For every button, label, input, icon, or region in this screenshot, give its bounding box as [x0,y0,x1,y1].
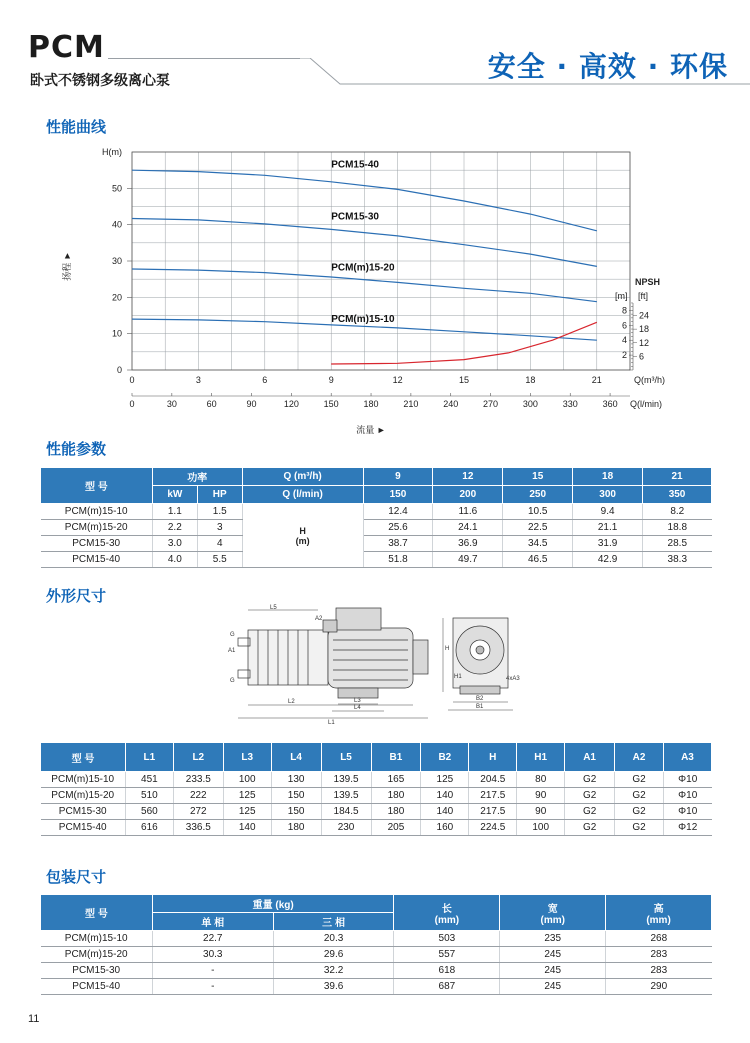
header-cell: B1 [371,743,421,772]
header-cell: L2 [173,743,223,772]
cell: 557 [394,947,500,963]
series-label: PCM15-40 [331,159,380,171]
cell: 11.6 [433,504,503,520]
cell: - [152,963,273,979]
x2-tick-label: 360 [602,399,618,409]
npsh-m-label: 8 [621,305,627,316]
cell: PCM15-40 [41,979,153,995]
dim-label: A2 [315,616,323,622]
x2-tick-label: 330 [562,399,578,409]
cell: G2 [565,772,615,788]
cell: 165 [371,772,421,788]
table-row [41,504,712,520]
cell: 34.5 [503,536,573,552]
cell: 268 [606,931,712,947]
header-three-phase: 三 相 [273,913,394,931]
npsh-m-label: 4 [621,335,627,346]
header-length-label: 长 [441,903,452,915]
cell: 18.8 [643,520,712,536]
x2-tick-label: 90 [246,399,257,409]
table-row [41,947,712,963]
header-single-phase: 单 相 [152,913,273,931]
packing-table [40,894,712,995]
cell: 217.5 [469,804,517,820]
x-tick-label: 6 [262,375,268,385]
x-tick-label: 0 [129,375,135,385]
x-tick-label: 9 [328,375,334,385]
pack-body [41,931,712,995]
performance-chart [0,135,750,435]
performance-table [40,467,712,568]
cell: - [152,979,273,995]
header-power: 功率 [152,468,242,486]
cell: 5.5 [197,552,242,568]
x-axis-label: 流量 ► [356,425,386,435]
cell: PCM15-30 [41,536,153,552]
cell: Φ10 [663,788,711,804]
section-title-curve: 性能曲线 [46,118,107,136]
cell: 510 [125,788,173,804]
header-height-label: 高 [653,903,664,915]
cell: 140 [421,788,469,804]
header-cell: A1 [565,743,615,772]
header-model: 型 号 [41,743,126,772]
npsh-ft-label: 18 [639,324,650,335]
npsh-m-label: 6 [621,320,627,331]
cell: 140 [421,804,469,820]
x2-tick-label: 240 [443,399,459,409]
table-row [41,979,712,995]
pump-dimension-drawing [228,600,528,725]
cell: 31.9 [573,536,643,552]
header-flow: 12 [433,468,503,486]
cell: G2 [565,788,615,804]
cell: 80 [517,772,565,788]
header-unit: (mm) [434,914,460,926]
header-width [500,895,606,931]
y-tick-label: 40 [111,219,122,230]
product-subtitle: 卧式不锈钢多级离心泵 [30,73,170,89]
x2-tick-label: 270 [483,399,499,409]
y-axis-title: H(m) [102,147,122,157]
x-tick-label: 21 [591,375,602,385]
cell: 32.2 [273,963,394,979]
cell: G2 [615,788,664,804]
header-flow: 21 [643,468,712,486]
header-flow: 18 [573,468,643,486]
cell: 22.5 [503,520,573,536]
cell: G2 [615,804,664,820]
npsh-unit-ft: [ft] [638,290,649,301]
cell: 38.7 [363,536,433,552]
y-axis-label: 扬程 ► [62,251,72,281]
dim-label: L5 [270,605,277,611]
x2-tick-label: 30 [166,399,177,409]
cell: 125 [223,788,271,804]
x2-tick-label: 210 [403,399,419,409]
cell: 204.5 [469,772,517,788]
cell: 616 [125,820,173,836]
table-row [41,820,712,836]
header-rule [108,58,300,59]
header-cell: H [469,743,517,772]
y-tick-label: 20 [111,292,122,303]
cell: 1.1 [152,504,197,520]
cell: 272 [173,804,223,820]
cell: G2 [615,772,664,788]
cell: 3.0 [152,536,197,552]
pump-front-view [453,618,508,694]
header-q-m3h: Q (m³/h) [242,468,363,486]
head-label: H [299,525,306,536]
header-cell: H1 [517,743,565,772]
cell: 222 [173,788,223,804]
header-cell: L3 [223,743,271,772]
cell: 36.9 [433,536,503,552]
cell: 245 [500,963,606,979]
x2-tick-label: 300 [522,399,538,409]
cell: 38.3 [643,552,712,568]
npsh-title: NPSH [635,276,661,287]
npsh-ft-label: 12 [639,337,650,348]
cell: 336.5 [173,820,223,836]
cell: 140 [223,820,271,836]
table-row [41,931,712,947]
x2-tick-label: 0 [129,399,135,409]
cell: 20.3 [273,931,394,947]
header-model: 型 号 [41,468,153,504]
cell: 46.5 [503,552,573,568]
cell: 503 [394,931,500,947]
dim-label: G [230,632,235,638]
cell: 217.5 [469,788,517,804]
cell: 245 [500,979,606,995]
cell: PCM(m)15-10 [41,772,126,788]
cell: 125 [223,804,271,820]
dim-label: B1 [476,704,484,710]
cell: 130 [271,772,321,788]
cell: 560 [125,804,173,820]
cell: G2 [565,804,615,820]
table-row [41,552,712,568]
cell: 24.1 [433,520,503,536]
cell: 235 [500,931,606,947]
npsh-m-label: 2 [621,350,627,361]
header-unit: (mm) [646,914,671,926]
dim-label: L2 [288,699,295,705]
header-flow: 150 [363,486,433,504]
dim-label: H1 [454,674,462,680]
table-row [41,963,712,979]
dim-label: A1 [228,648,236,654]
dim-label: L3 [354,698,361,704]
dim-label: L1 [328,720,335,725]
dim-label: H [445,646,450,652]
cell: 233.5 [173,772,223,788]
table-row [41,772,712,788]
cell: 2.2 [152,520,197,536]
cell: G2 [565,820,615,836]
header-cell: L5 [321,743,371,772]
cell: 180 [371,788,421,804]
y-tick-label: 10 [111,328,122,339]
cell: 180 [371,804,421,820]
cell: PCM15-30 [41,804,126,820]
x-unit-secondary: Q(l/min) [630,399,662,409]
cell: 51.8 [363,552,433,568]
cell: 139.5 [321,772,371,788]
series-label: PCM(m)15-20 [331,262,395,274]
x-tick-label: 12 [392,375,403,385]
cell: 139.5 [321,788,371,804]
header-hp: HP [197,486,242,504]
cell: PCM(m)15-20 [41,520,153,536]
header-weight: 重量 (kg) [152,895,394,913]
x-unit-primary: Q(m³/h) [634,375,665,385]
header-cell: A3 [663,743,711,772]
x2-tick-label: 180 [363,399,379,409]
cell: 1.5 [197,504,242,520]
y-tick-label: 50 [111,183,122,194]
cell: 12.4 [363,504,433,520]
header-cell: L4 [271,743,321,772]
cell: 30.3 [152,947,273,963]
header-flow: 200 [433,486,503,504]
dimensions-table [40,742,712,836]
cell: PCM(m)15-20 [41,788,126,804]
cell: Φ10 [663,804,711,820]
cell: 9.4 [573,504,643,520]
cell: 687 [394,979,500,995]
cell: 618 [394,963,500,979]
x-tick-label: 3 [195,375,201,385]
header-flow: 15 [503,468,573,486]
cell: PCM(m)15-20 [41,947,153,963]
header-unit: (mm) [540,914,565,926]
table-row [41,788,712,804]
cell: 21.1 [573,520,643,536]
npsh-ft-label: 24 [639,310,650,321]
y-tick-label: 30 [111,256,122,266]
slogan: 安全 · 高效 · 环保 [487,50,728,83]
section-title-dims: 外形尺寸 [46,587,107,605]
cell: 160 [421,820,469,836]
section-title-pack: 包装尺寸 [46,868,107,886]
header-kw: kW [152,486,197,504]
cell: 283 [606,963,712,979]
cell: 180 [271,820,321,836]
cell: 22.7 [152,931,273,947]
cell: PCM15-40 [41,820,126,836]
cell: 4.0 [152,552,197,568]
cell: 230 [321,820,371,836]
y-tick-label: 0 [116,365,122,375]
cell: PCM(m)15-10 [41,504,153,520]
cell: 8.2 [643,504,712,520]
section-title-params: 性能参数 [46,440,107,458]
header-height [606,895,712,931]
header-flow: 300 [573,486,643,504]
x2-tick-label: 150 [323,399,339,409]
header-cell: B2 [421,743,469,772]
header-length [394,895,500,931]
x-tick-label: 15 [458,375,470,385]
npsh-ft-label: 6 [639,351,645,362]
dim-label: 4xA3 [506,676,520,682]
series-label: PCM15-30 [331,211,380,223]
x2-tick-label: 120 [283,399,299,409]
cell: 28.5 [643,536,712,552]
header-q-lmin: Q (l/min) [242,486,363,504]
series-label: PCM(m)15-10 [331,314,395,326]
cell: 49.7 [433,552,503,568]
page-number: 11 [28,1013,40,1025]
cell: PCM(m)15-10 [41,931,153,947]
cell: 290 [606,979,712,995]
header-model: 型 号 [41,895,153,931]
x2-tick-label: 60 [206,399,217,409]
x-tick-label: 18 [525,375,536,385]
cell: 150 [271,804,321,820]
cell: G2 [615,820,664,836]
npsh-unit-m: [m] [615,290,628,301]
cell: Φ12 [663,820,711,836]
cell: 39.6 [273,979,394,995]
header-cell: L1 [125,743,173,772]
cell: PCM15-40 [41,552,153,568]
table-row [41,804,712,820]
cell: 90 [517,788,565,804]
cell: 25.6 [363,520,433,536]
cell: 10.5 [503,504,573,520]
dims-body [41,772,712,836]
cell: Φ10 [663,772,711,788]
dim-label: B2 [476,696,484,702]
dim-label: G [230,678,235,684]
table-row [41,536,712,552]
cell: 3 [197,520,242,536]
cell: 29.6 [273,947,394,963]
header-cell: A2 [615,743,664,772]
header-flow: 350 [643,486,712,504]
cell: 224.5 [469,820,517,836]
dim-label: L4 [354,705,361,711]
cell: PCM15-30 [41,963,153,979]
header-flow: 9 [363,468,433,486]
cell: 42.9 [573,552,643,568]
cell: 150 [271,788,321,804]
cell: 100 [223,772,271,788]
cell: 4 [197,536,242,552]
cell: 90 [517,804,565,820]
cell: 245 [500,947,606,963]
head-unit: (m) [295,535,310,546]
cell: 100 [517,820,565,836]
table-row [41,520,712,536]
chart-texts [61,147,665,435]
cell: 451 [125,772,173,788]
cell: 184.5 [321,804,371,820]
cell: 283 [606,947,712,963]
head-unit-cell [242,504,363,568]
cell: 125 [421,772,469,788]
header-width-label: 宽 [547,903,558,915]
cell: 205 [371,820,421,836]
product-model: PCM [28,30,105,65]
header-flow: 250 [503,486,573,504]
pump-side-view [238,608,428,698]
